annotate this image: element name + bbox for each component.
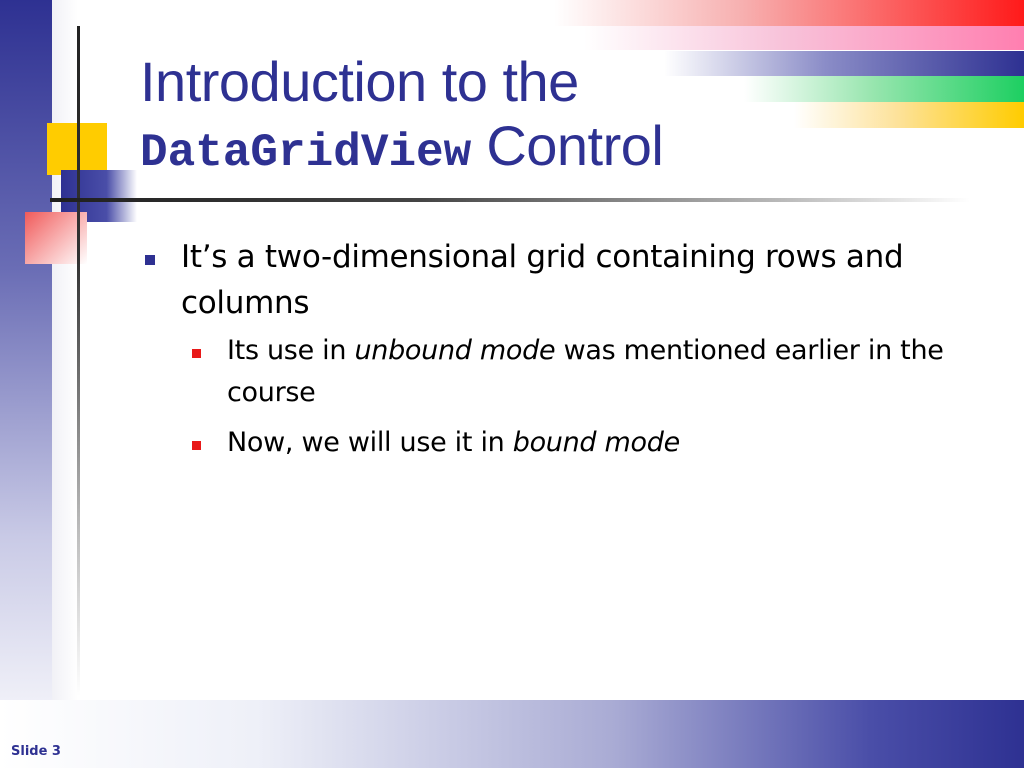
sub-bullet-item	[192, 422, 995, 464]
title-line1: Introduction to the	[140, 50, 579, 113]
left-gradient-bar	[0, 0, 52, 768]
slide-body	[145, 234, 995, 464]
left-shadow	[52, 0, 78, 700]
stripe-pink	[584, 26, 1024, 50]
title-underline-rule	[50, 198, 970, 202]
slide-number: Slide 3	[11, 744, 61, 759]
sub-bullet-text-before: Its use in	[227, 335, 355, 366]
square-bullet-icon	[192, 441, 201, 450]
stripe-red	[554, 0, 1024, 26]
vertical-rule	[77, 26, 80, 696]
bullet-text: It’s a two-dimensional grid containing rows and columns	[181, 239, 904, 321]
sub-bullet-emphasis: bound mode	[512, 427, 680, 458]
sub-bullet-emphasis: unbound mode	[354, 335, 556, 366]
slide-title	[140, 50, 940, 185]
sub-bullet-text-after: was mentioned earlier in the course	[227, 335, 952, 408]
bottom-gradient-bar	[0, 700, 1024, 768]
bullet-item	[145, 234, 995, 326]
title-code-term: DataGridView	[140, 127, 472, 179]
sub-bullet-text-before: Now, we will use it in	[227, 427, 513, 458]
sub-bullet-item	[192, 330, 995, 414]
square-bullet-icon	[145, 255, 155, 265]
square-bullet-icon	[192, 349, 201, 358]
title-tail: Control	[471, 114, 664, 177]
